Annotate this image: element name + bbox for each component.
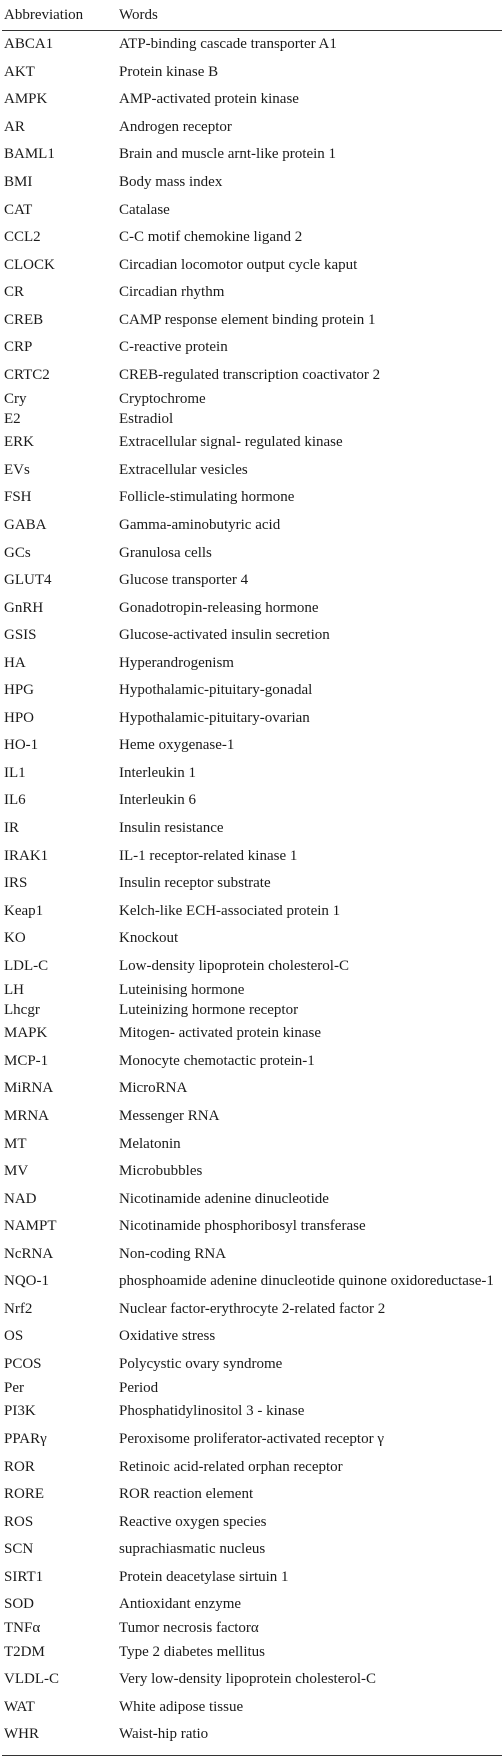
- table-row: [2, 1563, 502, 1591]
- abbreviation-cell: PCOS: [4, 1355, 42, 1372]
- words-cell: Heme oxygenase-1: [119, 737, 235, 754]
- words-cell: Extracellular vesicles: [119, 461, 248, 478]
- abbreviation-cell: MCP-1: [4, 1052, 49, 1069]
- words-cell: Melatonin: [119, 1135, 181, 1152]
- words-cell: Type 2 diabetes mellitus: [119, 1643, 266, 1660]
- table-row: [2, 897, 502, 925]
- table-row: [2, 409, 502, 429]
- words-cell: Phosphatidylinositol 3 - kinase: [119, 1403, 305, 1420]
- table-row: [2, 567, 502, 595]
- words-cell: Tumor necrosis factorα: [119, 1620, 259, 1637]
- table-row: [2, 1020, 502, 1048]
- abbreviation-cell: CLOCK: [4, 256, 55, 273]
- table-row: [2, 594, 502, 622]
- table-row: [2, 1453, 502, 1481]
- abbreviation-cell: Nrf2: [4, 1300, 33, 1317]
- table-row: [2, 539, 502, 567]
- abbreviation-cell: GSIS: [4, 627, 37, 644]
- table-row: [2, 705, 502, 733]
- abbreviation-cell: HPO: [4, 709, 35, 726]
- table-row: [2, 1694, 502, 1722]
- table-row: [2, 457, 502, 485]
- abbreviation-cell: ERK: [4, 434, 34, 451]
- words-cell: Kelch-like ECH-associated protein 1: [119, 902, 341, 919]
- abbreviation-cell: KO: [4, 930, 26, 947]
- words-cell: Protein deacetylase sirtuin 1: [119, 1568, 289, 1585]
- abbreviation-cell: AMPK: [4, 91, 48, 108]
- abbreviation-cell: PPARγ: [4, 1430, 47, 1447]
- abbreviation-cell: SOD: [4, 1596, 35, 1613]
- table-row: [2, 1481, 502, 1509]
- table-row: [2, 1158, 502, 1186]
- words-cell: Estradiol: [119, 410, 174, 427]
- abbreviation-cell: LH: [4, 981, 24, 998]
- abbreviation-cell: Per: [4, 1379, 24, 1396]
- table-row: [2, 1351, 502, 1379]
- table-row: [2, 512, 502, 540]
- words-cell: CREB-regulated transcription coactivator 2: [119, 366, 381, 383]
- table-row: [2, 1426, 502, 1454]
- table-row: [2, 389, 502, 409]
- abbreviation-cell: MT: [4, 1135, 27, 1152]
- table-row: [2, 306, 502, 334]
- words-cell: Waist-hip ratio: [119, 1726, 209, 1743]
- words-cell: Oxidative stress: [119, 1328, 216, 1345]
- words-cell: Catalase: [119, 201, 170, 218]
- table-row: [2, 484, 502, 512]
- abbreviation-cell: Cry: [4, 390, 27, 407]
- table-row: [2, 1639, 502, 1667]
- table-row: [2, 870, 502, 898]
- words-cell: Hypothalamic-pituitary-gonadal: [119, 682, 313, 699]
- words-cell: Gamma-aminobutyric acid: [119, 517, 281, 534]
- table-row: [2, 677, 502, 705]
- table-row: [2, 334, 502, 362]
- abbreviation-cell: T2DM: [4, 1643, 45, 1660]
- abbreviation-cell: CR: [4, 284, 25, 301]
- header-words: Words: [119, 6, 158, 23]
- words-cell: Luteinising hormone: [119, 981, 245, 998]
- abbreviation-cell: CREB: [4, 311, 44, 328]
- words-cell: IL-1 receptor-related kinase 1: [119, 847, 298, 864]
- words-cell: Brain and muscle arnt-like protein 1: [119, 146, 337, 163]
- table-row: [2, 429, 502, 457]
- abbreviation-cell: IRAK1: [4, 847, 49, 864]
- table-row: [2, 622, 502, 650]
- words-cell: ATP-binding cascade transporter A1: [119, 36, 337, 53]
- words-cell: Antioxidant enzyme: [119, 1596, 242, 1613]
- abbreviation-cell: WHR: [4, 1726, 39, 1743]
- words-cell: Monocyte chemotactic protein-1: [119, 1052, 315, 1069]
- words-cell: Microbubbles: [119, 1163, 203, 1180]
- abbreviation-cell: EVs: [4, 461, 30, 478]
- words-cell: Nicotinamide adenine dinucleotide: [119, 1190, 329, 1207]
- table-row: [2, 1103, 502, 1131]
- table-row: [2, 1048, 502, 1076]
- abbreviation-cell: MRNA: [4, 1107, 50, 1124]
- abbreviation-cell: HPG: [4, 682, 35, 699]
- abbreviation-cell: E2: [4, 410, 21, 427]
- abbreviation-cell: SCN: [4, 1541, 34, 1558]
- words-cell: AMP-activated protein kinase: [119, 91, 299, 108]
- abbreviation-cell: LDL-C: [4, 957, 49, 974]
- abbreviation-cell: VLDL-C: [4, 1671, 59, 1688]
- words-cell: Interleukin 1: [119, 764, 197, 781]
- abbreviation-cell: AR: [4, 118, 25, 135]
- table-body: [2, 31, 502, 1749]
- abbreviation-cell: IR: [4, 820, 19, 837]
- abbreviation-cell: CRTC2: [4, 366, 50, 383]
- table-row: [2, 1075, 502, 1103]
- table-row: [2, 1296, 502, 1324]
- table-row: [2, 815, 502, 843]
- table-row: [2, 1185, 502, 1213]
- table-row: [2, 31, 502, 59]
- words-cell: CAMP response element binding protein 1: [119, 311, 376, 328]
- words-cell: Cryptochrome: [119, 390, 206, 407]
- abbreviation-cell: HA: [4, 654, 26, 671]
- words-cell: Peroxisome proliferator-activated receptor γ: [119, 1430, 384, 1447]
- table-row: [2, 1398, 502, 1426]
- table-row: [2, 1378, 502, 1398]
- table-row: [2, 1508, 502, 1536]
- words-cell: suprachiasmatic nucleus: [119, 1541, 266, 1558]
- words-cell: Hypothalamic-pituitary-ovarian: [119, 709, 310, 726]
- abbreviation-cell: Keap1: [4, 902, 44, 919]
- table-row: [2, 1619, 502, 1639]
- table-row: [2, 114, 502, 142]
- table-row: [2, 1268, 502, 1296]
- words-cell: Circadian locomotor output cycle kaput: [119, 256, 358, 273]
- abbreviation-cell: FSH: [4, 489, 32, 506]
- table-row: [2, 760, 502, 788]
- table-row: [2, 1591, 502, 1619]
- abbreviation-cell: HO-1: [4, 737, 39, 754]
- words-cell: Interleukin 6: [119, 792, 197, 809]
- abbreviation-cell: NcRNA: [4, 1245, 54, 1262]
- words-cell: C-reactive protein: [119, 339, 228, 356]
- words-cell: Glucose-activated insulin secretion: [119, 627, 330, 644]
- abbreviation-cell: GLUT4: [4, 572, 52, 589]
- abbreviation-cell: IL1: [4, 764, 26, 781]
- abbreviation-cell: PI3K: [4, 1403, 36, 1420]
- words-cell: White adipose tissue: [119, 1698, 244, 1715]
- words-cell: Follicle-stimulating hormone: [119, 489, 295, 506]
- abbreviation-cell: NQO-1: [4, 1273, 49, 1290]
- words-cell: Polycystic ovary syndrome: [119, 1355, 283, 1372]
- words-cell: Nicotinamide phosphoribosyl transferase: [119, 1218, 366, 1235]
- abbreviation-cell: IRS: [4, 875, 28, 892]
- table-row: [2, 141, 502, 169]
- table-row: [2, 196, 502, 224]
- words-cell: Non-coding RNA: [119, 1245, 227, 1262]
- table-row: [2, 1240, 502, 1268]
- words-cell: Hyperandrogenism: [119, 654, 234, 671]
- table-row: [2, 1130, 502, 1158]
- words-cell: Luteinizing hormone receptor: [119, 1001, 299, 1018]
- words-cell: Glucose transporter 4: [119, 572, 249, 589]
- words-cell: Extracellular signal- regulated kinase: [119, 434, 343, 451]
- abbreviation-cell: NAMPT: [4, 1218, 57, 1235]
- words-cell: Insulin resistance: [119, 820, 224, 837]
- table-row: [2, 59, 502, 87]
- abbreviation-cell: ROR: [4, 1458, 35, 1475]
- table-row: [2, 1721, 502, 1749]
- words-cell: ROR reaction element: [119, 1486, 254, 1503]
- table-row: [2, 224, 502, 252]
- table-row: [2, 1323, 502, 1351]
- abbreviation-cell: GnRH: [4, 599, 44, 616]
- words-cell: Protein kinase B: [119, 63, 219, 80]
- header-abbreviation: Abbreviation: [4, 6, 84, 23]
- table-row: [2, 86, 502, 114]
- abbreviation-cell: BMI: [4, 174, 33, 190]
- abbreviation-cell: GCs: [4, 544, 31, 561]
- abbreviation-cell: CCL2: [4, 229, 41, 246]
- abbreviation-cell: MiRNA: [4, 1080, 54, 1097]
- words-cell: Knockout: [119, 930, 179, 947]
- table-row: [2, 649, 502, 677]
- abbreviation-cell: NAD: [4, 1190, 37, 1207]
- table-row: [2, 1000, 502, 1020]
- words-cell: Period: [119, 1379, 159, 1396]
- words-cell: phosphoamide adenine dinucleotide quinone oxidoreductase-1: [119, 1273, 494, 1290]
- words-cell: Retinoic acid-related orphan receptor: [119, 1458, 343, 1475]
- table-row: [2, 251, 502, 279]
- abbreviation-cell: SIRT1: [4, 1568, 44, 1585]
- words-cell: C-C motif chemokine ligand 2: [119, 229, 303, 246]
- abbreviation-cell: CRP: [4, 339, 33, 356]
- table-row: [2, 279, 502, 307]
- table-row: [2, 980, 502, 1000]
- table-row: [2, 1536, 502, 1564]
- words-cell: Gonadotropin-releasing hormone: [119, 599, 319, 616]
- abbreviation-cell: Lhcgr: [4, 1001, 40, 1018]
- table-header: [2, 0, 502, 31]
- words-cell: Mitogen- activated protein kinase: [119, 1025, 322, 1042]
- abbreviation-cell: RORE: [4, 1486, 45, 1503]
- words-cell: Androgen receptor: [119, 118, 232, 135]
- words-cell: Insulin receptor substrate: [119, 875, 271, 892]
- abbreviation-cell: GABA: [4, 517, 47, 534]
- words-cell: Nuclear factor-erythrocyte 2-related factor 2: [119, 1300, 386, 1317]
- table-row: [2, 732, 502, 760]
- table-row: [2, 953, 502, 981]
- abbreviation-cell: MV: [4, 1163, 29, 1180]
- table-row: [2, 1666, 502, 1694]
- words-cell: MicroRNA: [119, 1080, 188, 1097]
- table-row: [2, 925, 502, 953]
- abbreviation-cell: AKT: [4, 63, 35, 80]
- words-cell: Circadian rhythm: [119, 284, 225, 301]
- abbreviation-cell: ABCA1: [4, 36, 54, 53]
- table-row: [2, 787, 502, 815]
- words-cell: Very low-density lipoprotein cholesterol-C: [119, 1671, 377, 1688]
- abbreviation-cell: ROS: [4, 1513, 34, 1530]
- abbreviation-cell: IL6: [4, 792, 26, 809]
- table-row: [2, 1213, 502, 1241]
- words-cell: Granulosa cells: [119, 544, 212, 561]
- words-cell: Body mass index: [119, 174, 223, 190]
- abbreviation-cell: TNFα: [4, 1620, 41, 1637]
- table-row: [2, 362, 502, 390]
- abbreviation-cell: BAML1: [4, 146, 55, 163]
- table-row: [2, 842, 502, 870]
- abbreviation-cell: OS: [4, 1328, 24, 1345]
- words-cell: Low-density lipoprotein cholesterol-C: [119, 957, 349, 974]
- abbreviation-cell: WAT: [4, 1698, 35, 1715]
- abbreviation-cell: CAT: [4, 201, 33, 218]
- abbreviation-cell: MAPK: [4, 1025, 48, 1042]
- words-cell: Messenger RNA: [119, 1107, 220, 1124]
- table-row: [2, 169, 502, 197]
- abbreviation-table: [2, 0, 502, 1756]
- words-cell: Reactive oxygen species: [119, 1513, 267, 1530]
